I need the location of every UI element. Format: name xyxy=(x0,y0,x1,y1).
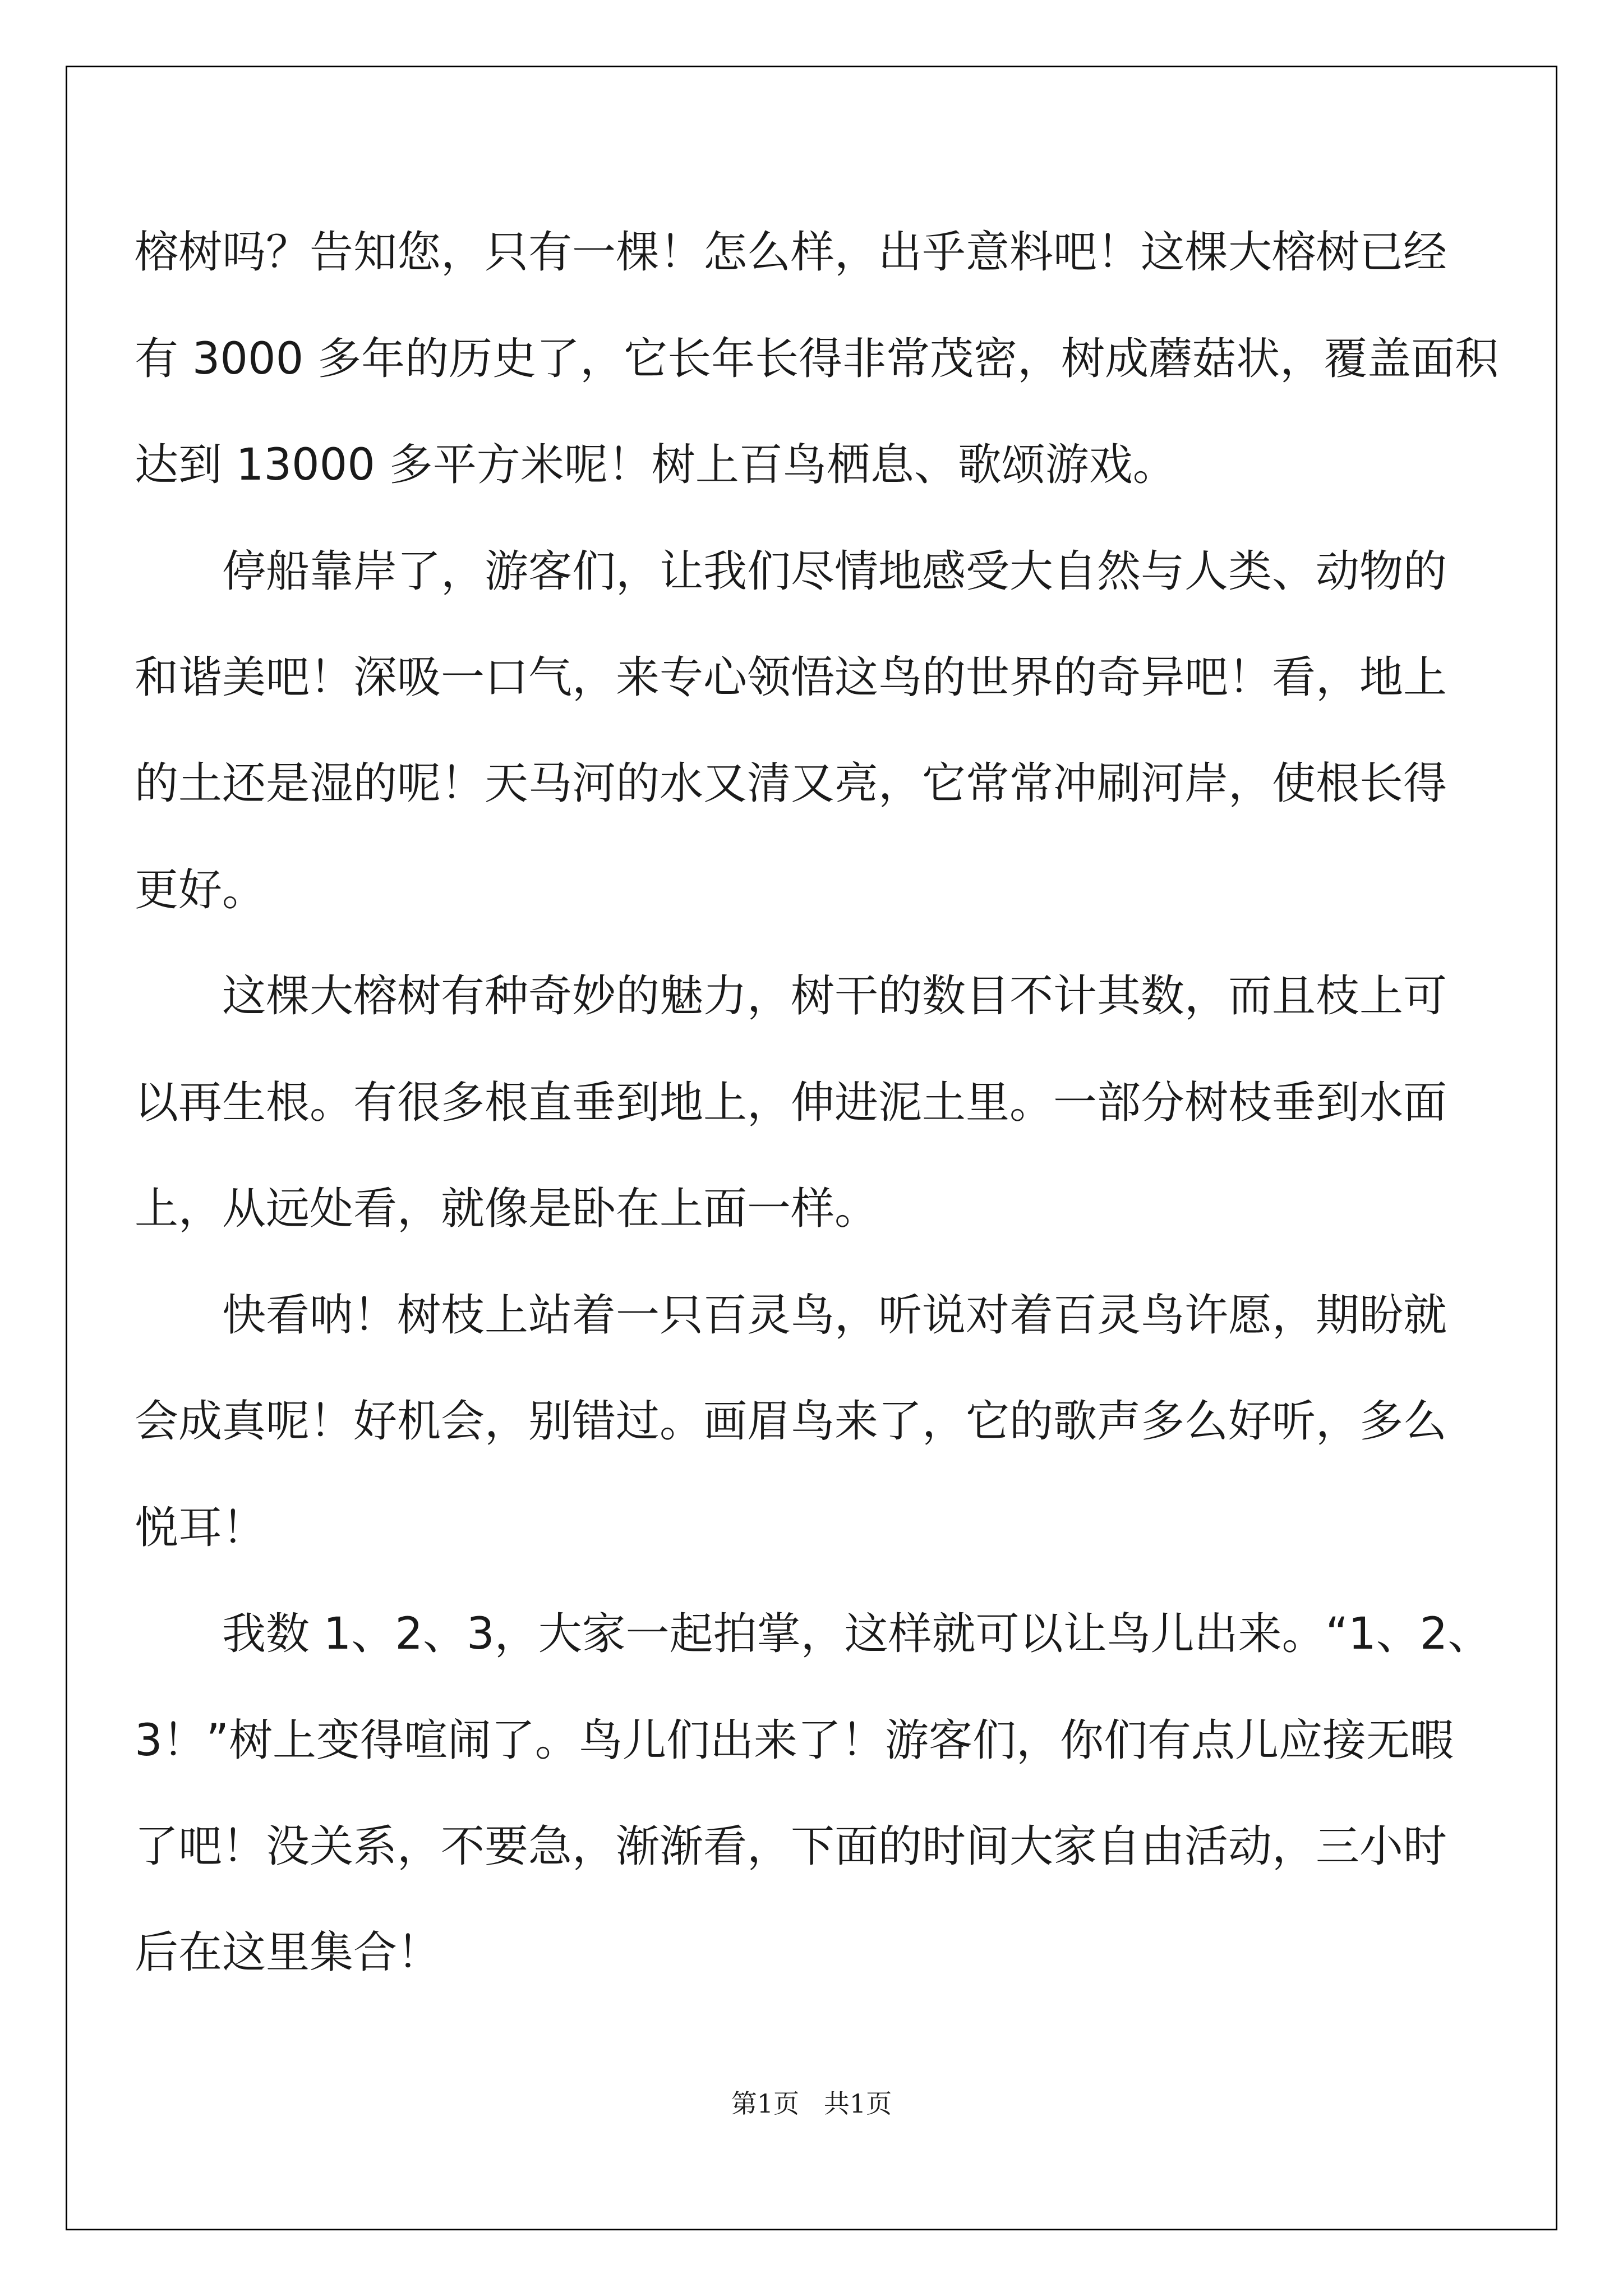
text-line: 更好。 xyxy=(135,865,266,915)
text-line: 有 3000 多年的历史了，它长年长得非常茂密，树成蘑菇状，覆盖面积 xyxy=(135,334,1499,384)
text-line: 的土还是湿的呢！天马河的水又清又亮，它常常冲刷河岸，使根长得 xyxy=(135,758,1447,809)
text-line: 和谐美吧！深吸一口气，来专心领悟这鸟的世界的奇异吧！看，地上 xyxy=(135,652,1447,703)
text-line: 后在这里集合！ xyxy=(135,1927,441,1978)
paragraph-first-line: 快看呐！树枝上站着一只百灵鸟，听说对着百灵鸟许愿，期盼就 xyxy=(222,1290,1447,1341)
text-line: 以再生根。有很多根直垂到地上，伸进泥土里。一部分树枝垂到水面 xyxy=(135,1078,1447,1128)
text-line: 上，从远处看，就像是卧在上面一样。 xyxy=(135,1184,879,1234)
text-line: 榕树吗？告知您，只有一棵！怎么样，出乎意料吧！这棵大榕树已经 xyxy=(135,227,1447,278)
page-number-footer: 第1页 共1页 xyxy=(731,2088,892,2119)
text-line: 会成真呢！好机会，别错过。画眉鸟来了，它的歌声多么好听，多么 xyxy=(135,1396,1447,1447)
paragraph-first-line: 我数 1、2、3，大家一起拍掌，这样就可以让鸟儿出来。“1、2、 xyxy=(222,1609,1492,1659)
text-line: 悦耳！ xyxy=(135,1503,266,1553)
text-line: 3！”树上变得喧闹了。鸟儿们出来了！游客们，你们有点儿应接无暇 xyxy=(135,1715,1454,1766)
text-line: 了吧！没关系，不要急，渐渐看，下面的时间大家自由活动，三小时 xyxy=(135,1821,1447,1872)
paragraph-first-line: 停船靠岸了，游客们，让我们尽情地感受大自然与人类、动物的 xyxy=(222,546,1447,597)
text-line: 达到 13000 多平方米呢！树上百鸟栖息、歌颂游戏。 xyxy=(135,440,1177,490)
paragraph-first-line: 这棵大榕树有种奇妙的魅力，树干的数目不计其数，而且枝上可 xyxy=(222,971,1447,1022)
page-border xyxy=(66,66,1557,2230)
